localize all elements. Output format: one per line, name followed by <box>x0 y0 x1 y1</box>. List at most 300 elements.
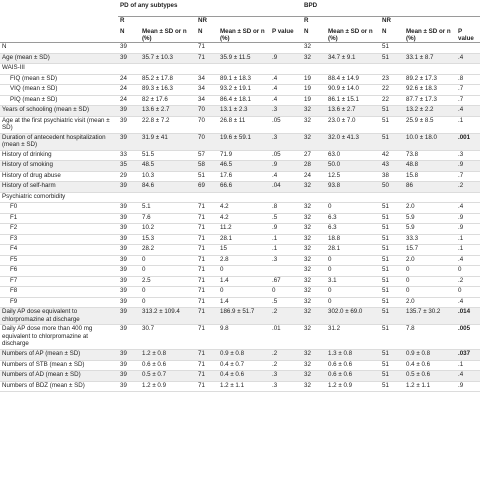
row-label: F8 <box>0 287 118 298</box>
table-cell: 13.2 ± 2.2 <box>404 106 456 117</box>
table-cell: 2.5 <box>140 276 196 287</box>
table-cell: 5.9 <box>404 224 456 235</box>
table-cell: 0 <box>404 287 456 298</box>
table-cell: 0 <box>270 287 302 298</box>
table-cell: 51 <box>196 171 218 182</box>
table-cell: 0 <box>218 266 270 277</box>
table-cell: .05 <box>270 150 302 161</box>
table-cell: 2.0 <box>404 203 456 214</box>
table-cell: 32 <box>302 213 326 224</box>
table-cell: 0.6 ± 0.6 <box>326 371 380 382</box>
table-row <box>0 161 480 172</box>
table-cell: 32 <box>302 245 326 256</box>
table-cell: 51 <box>380 224 404 235</box>
subheader-bpd-nr: NR <box>382 17 391 24</box>
table-cell: 0 <box>456 287 480 298</box>
table-cell <box>218 43 270 54</box>
table-cell: 32 <box>302 224 326 235</box>
table-cell: .4 <box>270 74 302 85</box>
table-cell: 0.4 ± 0.6 <box>218 371 270 382</box>
row-label: History of smoking <box>0 161 118 172</box>
row-label: Numbers of STB (mean ± SD) <box>0 360 118 371</box>
table-row <box>0 95 480 106</box>
table-cell: 58 <box>196 161 218 172</box>
table-cell: 10.3 <box>140 171 196 182</box>
table-cell: 15 <box>218 245 270 256</box>
table-cell: 18.8 <box>326 234 380 245</box>
table-cell: 0 <box>326 287 380 298</box>
header-blank <box>0 0 118 17</box>
table-cell: 93.8 <box>326 182 380 193</box>
table-cell: 0 <box>404 276 456 287</box>
table-cell: 82 ± 17.6 <box>140 95 196 106</box>
row-label: F2 <box>0 224 118 235</box>
table-body <box>0 43 480 392</box>
col-n: N <box>382 28 387 35</box>
row-label: F1 <box>0 213 118 224</box>
table-cell <box>140 43 196 54</box>
table-row <box>0 255 480 266</box>
table-cell: 32 <box>302 266 326 277</box>
table-cell <box>218 192 270 203</box>
table-row <box>0 360 480 371</box>
table-cell: 51 <box>380 245 404 256</box>
table-cell: 71 <box>196 287 218 298</box>
table-cell: 0 <box>326 266 380 277</box>
table-cell: 7.6 <box>140 213 196 224</box>
table-cell: .1 <box>270 245 302 256</box>
table-cell: 71 <box>196 276 218 287</box>
table-cell: .4 <box>456 203 480 214</box>
table-row <box>0 371 480 382</box>
table-cell: 39 <box>118 325 140 350</box>
table-cell: 24 <box>118 74 140 85</box>
table-cell: 32 <box>302 360 326 371</box>
row-label: History of drinking <box>0 150 118 161</box>
table-row <box>0 116 480 133</box>
table-cell <box>326 192 380 203</box>
table-cell: 32 <box>302 182 326 193</box>
table-cell: .4 <box>456 371 480 382</box>
table-cell: 28.1 <box>218 234 270 245</box>
table-cell: .67 <box>270 276 302 287</box>
table-cell: 32 <box>302 371 326 382</box>
table-cell: 32 <box>302 53 326 64</box>
table-cell: 39 <box>118 133 140 150</box>
table-row <box>0 224 480 235</box>
table-cell: .001 <box>456 133 480 150</box>
table-cell: .1 <box>456 245 480 256</box>
table-cell: .005 <box>456 325 480 350</box>
table-cell: 24 <box>118 95 140 106</box>
table-cell <box>404 192 456 203</box>
table-cell <box>218 64 270 75</box>
table-cell: 51 <box>380 308 404 325</box>
table-cell: 51 <box>380 53 404 64</box>
col-p-value: P value <box>458 28 474 43</box>
table-cell: 70 <box>196 133 218 150</box>
table-cell: 84.6 <box>140 182 196 193</box>
table-cell: 92.6 ± 18.3 <box>404 85 456 96</box>
table-cell: 51 <box>380 287 404 298</box>
table-cell: 22 <box>380 85 404 96</box>
table-cell: 0.4 ± 0.7 <box>218 360 270 371</box>
col-n: N <box>198 28 203 35</box>
table-cell: .2 <box>270 360 302 371</box>
table-cell: 13.6 ± 2.7 <box>140 106 196 117</box>
subheader-bpd-r: R <box>304 17 309 24</box>
table-cell: 39 <box>118 371 140 382</box>
row-label: WAIS-III <box>0 64 118 75</box>
table-cell: .4 <box>270 171 302 182</box>
table-cell: 42 <box>380 150 404 161</box>
table-cell: 71 <box>196 255 218 266</box>
table-cell: 4.2 <box>218 203 270 214</box>
table-cell: 22.8 ± 7.2 <box>140 116 196 133</box>
table-cell: .4 <box>456 297 480 308</box>
table-cell: 19 <box>302 85 326 96</box>
table-cell: 71 <box>196 43 218 54</box>
table-cell: 186.9 ± 51.7 <box>218 308 270 325</box>
table-cell <box>270 192 302 203</box>
table-cell <box>302 64 326 75</box>
table-cell: 6.3 <box>326 213 380 224</box>
table-row <box>0 297 480 308</box>
group-header-pd: PD of any subtypes <box>118 0 302 17</box>
table-cell: .3 <box>270 255 302 266</box>
row-label: Duration of antecedent hospitalization (mean ± SD) <box>0 133 118 150</box>
table-cell: 0 <box>140 266 196 277</box>
table-cell: 32 <box>302 133 326 150</box>
table-row <box>0 64 480 75</box>
table-cell: .9 <box>456 213 480 224</box>
row-label: Numbers of AD (mean ± SD) <box>0 371 118 382</box>
table-cell: 2.8 <box>218 255 270 266</box>
table-header <box>0 0 480 43</box>
row-label: Years of schooling (mean ± SD) <box>0 106 118 117</box>
row-label: Age at the first psychiatric visit (mean ± SD) <box>0 116 118 133</box>
table-row <box>0 203 480 214</box>
table-cell: 71 <box>196 308 218 325</box>
table-cell: 10.0 ± 18.0 <box>404 133 456 150</box>
table-cell: 51 <box>380 371 404 382</box>
table-cell: .3 <box>270 381 302 392</box>
table-cell: 50 <box>380 182 404 193</box>
table-cell: 32 <box>302 203 326 214</box>
table-cell: 86 <box>404 182 456 193</box>
col-n: N <box>120 28 125 35</box>
table-cell: 39 <box>118 106 140 117</box>
table-cell: 33.1 ± 8.7 <box>404 53 456 64</box>
table-cell: 1.2 ± 0.9 <box>326 381 380 392</box>
table-cell: .8 <box>456 74 480 85</box>
table-row <box>0 171 480 182</box>
table-cell: 51 <box>380 350 404 361</box>
table-cell: 0 <box>456 266 480 277</box>
table-cell: 15.3 <box>140 234 196 245</box>
table-cell: 71 <box>196 203 218 214</box>
table-cell: 70 <box>196 116 218 133</box>
table-cell: 28.1 <box>326 245 380 256</box>
table-row <box>0 43 480 54</box>
table-cell: 71 <box>196 234 218 245</box>
table-cell: 9.8 <box>218 325 270 350</box>
col-mean: Mean ± SD or n (%) <box>220 28 265 43</box>
table-cell: 39 <box>118 255 140 266</box>
table-cell: 71 <box>196 297 218 308</box>
table-cell: 51 <box>380 266 404 277</box>
table-cell: .9 <box>270 53 302 64</box>
table-row <box>0 192 480 203</box>
table-cell: .2 <box>456 182 480 193</box>
table-cell: 32 <box>302 287 326 298</box>
table-cell: 0 <box>218 287 270 298</box>
table-cell: 66.6 <box>218 182 270 193</box>
table-cell: 12.5 <box>326 171 380 182</box>
table-cell: 35 <box>118 161 140 172</box>
table-cell: 32 <box>302 276 326 287</box>
table-cell: 51 <box>380 381 404 392</box>
table-cell: 71 <box>196 53 218 64</box>
table-cell <box>456 64 480 75</box>
table-cell: 71 <box>196 360 218 371</box>
table-cell: 39 <box>118 203 140 214</box>
table-cell: 35.9 ± 11.5 <box>218 53 270 64</box>
group-header-bpd: BPD <box>302 0 480 17</box>
table-cell: 29 <box>118 171 140 182</box>
row-label: N <box>0 43 118 54</box>
row-label: Numbers of BDZ (mean ± SD) <box>0 381 118 392</box>
table-cell: 51 <box>380 106 404 117</box>
table-cell <box>380 64 404 75</box>
table-cell: .7 <box>456 171 480 182</box>
table-cell: .5 <box>270 213 302 224</box>
table-cell: 17.6 <box>218 171 270 182</box>
table-cell: 19 <box>302 74 326 85</box>
table-cell: 15.7 <box>404 245 456 256</box>
table-cell: 51 <box>380 360 404 371</box>
table-row <box>0 182 480 193</box>
row-label: VIQ (mean ± SD) <box>0 85 118 96</box>
table-row <box>0 106 480 117</box>
table-cell: .9 <box>456 161 480 172</box>
table-cell: .4 <box>456 255 480 266</box>
table-cell <box>380 192 404 203</box>
table-cell: 48.5 <box>140 161 196 172</box>
table-cell: 0.5 ± 0.7 <box>140 371 196 382</box>
table-cell: 89.2 ± 17.3 <box>404 74 456 85</box>
table-cell: 0.9 ± 0.8 <box>404 350 456 361</box>
table-cell <box>326 43 380 54</box>
table-cell: 0.6 ± 0.6 <box>140 360 196 371</box>
table-row <box>0 266 480 277</box>
table-cell: .4 <box>456 106 480 117</box>
table-cell: 32 <box>302 106 326 117</box>
table-row <box>0 85 480 96</box>
table-cell: 0 <box>140 287 196 298</box>
table-cell: 87.7 ± 17.3 <box>404 95 456 106</box>
table-cell: 26.8 ± 11 <box>218 116 270 133</box>
table-cell <box>404 43 456 54</box>
row-label: F9 <box>0 297 118 308</box>
table-cell: 71 <box>196 245 218 256</box>
table-cell: 1.2 ± 1.1 <box>404 381 456 392</box>
table-cell <box>270 43 302 54</box>
row-label: F3 <box>0 234 118 245</box>
table-row <box>0 53 480 64</box>
table-cell: 32.0 ± 41.3 <box>326 133 380 150</box>
table-cell: 71 <box>196 325 218 350</box>
col-mean: Mean ± SD or n (%) <box>142 28 187 43</box>
table-row <box>0 234 480 245</box>
table-cell: 0 <box>326 203 380 214</box>
table-cell: 19.6 ± 59.1 <box>218 133 270 150</box>
table-cell: 51.5 <box>140 150 196 161</box>
table-cell: 13.1 ± 2.3 <box>218 106 270 117</box>
table-cell: 7.8 <box>404 325 456 350</box>
table-cell: .8 <box>270 203 302 214</box>
table-cell: 39 <box>118 350 140 361</box>
table-cell: 32 <box>302 297 326 308</box>
table-cell: 0 <box>140 255 196 266</box>
table-cell: 135.7 ± 30.2 <box>404 308 456 325</box>
table-cell: .2 <box>270 350 302 361</box>
table-cell: 89.1 ± 18.3 <box>218 74 270 85</box>
table-cell: 34 <box>196 85 218 96</box>
table-cell <box>196 192 218 203</box>
table-cell: 0 <box>140 297 196 308</box>
table-cell: 51 <box>380 133 404 150</box>
col-mean: Mean ± SD or n (%) <box>406 28 451 43</box>
table-cell: .2 <box>456 276 480 287</box>
table-cell: 6.3 <box>326 224 380 235</box>
table-cell: 34.7 ± 9.1 <box>326 53 380 64</box>
table-cell: 51 <box>380 203 404 214</box>
table-cell: 24 <box>302 171 326 182</box>
table-cell <box>404 64 456 75</box>
row-label: Age (mean ± SD) <box>0 53 118 64</box>
table-cell: .3 <box>270 133 302 150</box>
table-row <box>0 350 480 361</box>
table-cell: 38 <box>380 171 404 182</box>
table-cell: 0 <box>326 297 380 308</box>
table-cell: 1.2 ± 0.9 <box>140 381 196 392</box>
table-cell: 39 <box>118 287 140 298</box>
table-cell: 71 <box>196 350 218 361</box>
table-cell: 32 <box>302 308 326 325</box>
table-cell: 25.9 ± 8.5 <box>404 116 456 133</box>
row-label: FIQ (mean ± SD) <box>0 74 118 85</box>
table-cell: 33.3 <box>404 234 456 245</box>
table-cell <box>140 64 196 75</box>
table-cell: 33 <box>118 150 140 161</box>
table-cell: 31.9 ± 41 <box>140 133 196 150</box>
row-label: PIQ (mean ± SD) <box>0 95 118 106</box>
table-cell: 28.2 <box>140 245 196 256</box>
table-cell: 70 <box>196 106 218 117</box>
table-cell: 2.0 <box>404 297 456 308</box>
table-cell: 51 <box>380 297 404 308</box>
table-row <box>0 308 480 325</box>
table-cell: 48.8 <box>404 161 456 172</box>
table-cell <box>270 266 302 277</box>
table-cell: 39 <box>118 308 140 325</box>
subheader-pd-r: R <box>120 17 125 24</box>
table-cell: 39 <box>118 53 140 64</box>
row-label: F6 <box>0 266 118 277</box>
table-cell: 22 <box>380 95 404 106</box>
table-cell: 86.1 ± 15.1 <box>326 95 380 106</box>
table-cell: 10.2 <box>140 224 196 235</box>
table-cell: .5 <box>270 297 302 308</box>
table-cell: 51 <box>380 325 404 350</box>
row-label: Daily AP dose more than 400 mg equivalent to chlorpromazine at discharge <box>0 325 118 350</box>
table-cell: 24 <box>118 85 140 96</box>
table-cell: 0.6 ± 0.6 <box>326 360 380 371</box>
table-cell: .7 <box>456 85 480 96</box>
col-n: N <box>304 28 309 35</box>
table-cell: .9 <box>456 224 480 235</box>
subheader-pd-nr: NR <box>198 17 207 24</box>
table-cell: 71 <box>196 224 218 235</box>
col-p-value: P value <box>272 28 294 35</box>
col-mean: Mean ± SD or n (%) <box>328 28 373 43</box>
table-cell: .3 <box>456 150 480 161</box>
table-cell: 39 <box>118 213 140 224</box>
table-cell: .037 <box>456 350 480 361</box>
row-label: F5 <box>0 255 118 266</box>
table-cell <box>118 192 140 203</box>
row-label: F4 <box>0 245 118 256</box>
table-cell: 0.4 ± 0.6 <box>404 360 456 371</box>
table-cell: 32 <box>302 43 326 54</box>
table-cell: .9 <box>270 161 302 172</box>
table-cell: 0 <box>404 266 456 277</box>
table-cell: 85.2 ± 17.8 <box>140 74 196 85</box>
table-cell: 73.8 <box>404 150 456 161</box>
table-cell <box>118 64 140 75</box>
table-cell: 86.4 ± 18.1 <box>218 95 270 106</box>
table-cell: .7 <box>456 95 480 106</box>
table-cell: 71 <box>196 381 218 392</box>
table-cell: 51 <box>380 43 404 54</box>
table-row <box>0 150 480 161</box>
table-row <box>0 325 480 350</box>
table-cell: 31.2 <box>326 325 380 350</box>
table-cell: 23 <box>380 74 404 85</box>
table-row <box>0 133 480 150</box>
table-cell: 39 <box>118 297 140 308</box>
table-cell: .1 <box>456 234 480 245</box>
table-cell: 39 <box>118 43 140 54</box>
table-cell <box>326 64 380 75</box>
table-cell: 39 <box>118 266 140 277</box>
table-cell: 13.6 ± 2.7 <box>326 106 380 117</box>
table-cell: 32 <box>302 350 326 361</box>
table-cell <box>456 192 480 203</box>
table-row <box>0 213 480 224</box>
row-label: F0 <box>0 203 118 214</box>
table-cell: 39 <box>118 224 140 235</box>
table-cell: 27 <box>302 150 326 161</box>
table-cell: 32 <box>302 325 326 350</box>
table-row <box>0 276 480 287</box>
table-cell: .3 <box>270 106 302 117</box>
table-cell: .1 <box>456 116 480 133</box>
table-cell <box>270 64 302 75</box>
table-cell <box>456 43 480 54</box>
table-cell: 71.9 <box>218 150 270 161</box>
